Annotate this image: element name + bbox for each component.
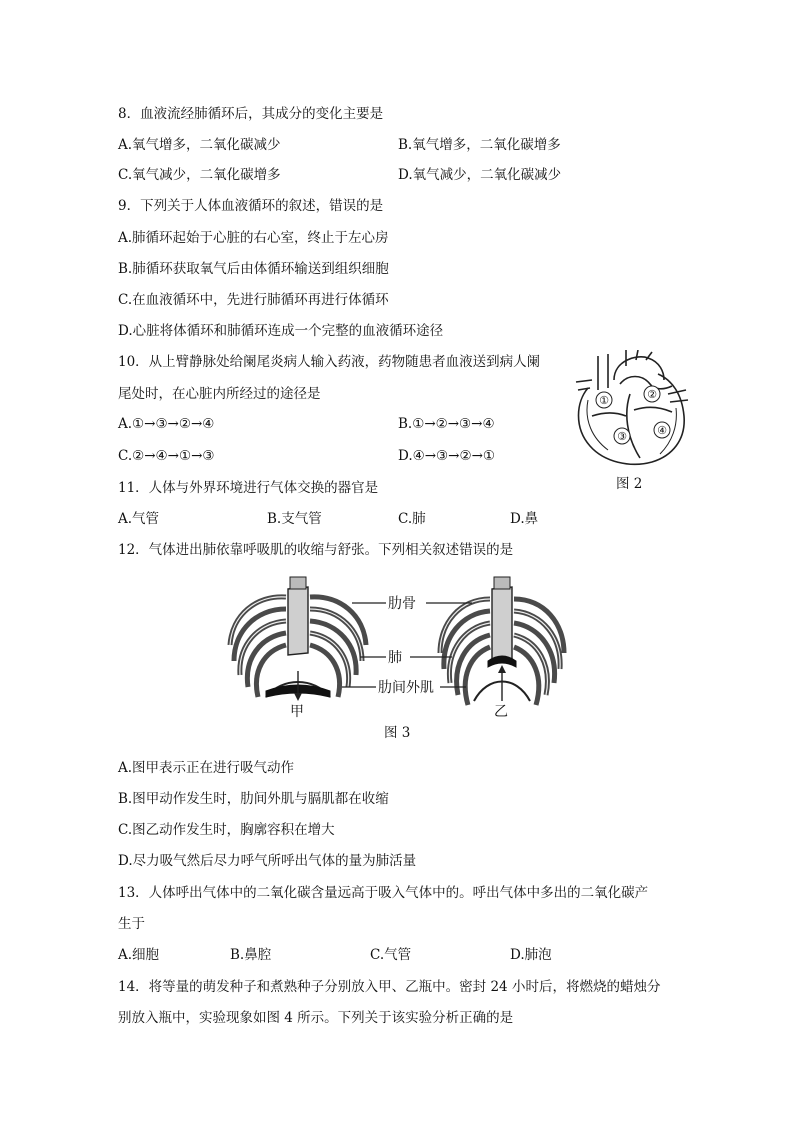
q12-option-c: C.图乙动作发生时，胸廓容积在增大	[118, 822, 335, 838]
q13-option-a: A.细胞	[118, 947, 160, 963]
marker-1-label: ①	[599, 394, 609, 407]
q14-stem-line1: 14．将等量的萌发种子和煮熟种子分别放入甲、乙瓶中。密封 24 小时后，将燃烧的蜡烛分	[118, 979, 661, 995]
q9-option-a: A.肺循环起始于心脏的右心室，终止于左心房	[118, 230, 389, 246]
q9-stem: 9．下列关于人体血液循环的叙述，错误的是	[118, 198, 384, 214]
q12-option-a: A.图甲表示正在进行吸气动作	[118, 760, 295, 776]
label-intercostal-muscle: 肋间外肌	[378, 680, 434, 696]
q9-option-b: B.肺循环获取氧气后由体循环输送到组织细胞	[118, 261, 389, 277]
sternum-yi	[492, 587, 512, 663]
figure3-caption: 图 3	[384, 725, 411, 741]
q11-option-c: C.肺	[398, 511, 426, 527]
spine-top-yi	[494, 577, 510, 589]
figure2-caption: 图 2	[616, 476, 643, 492]
q13-option-c: C.气管	[370, 947, 412, 963]
q12-stem: 12．气体进出肺依靠呼吸肌的收缩与舒张。下列相关叙述错误的是	[118, 542, 514, 558]
label-lung: 肺	[388, 650, 402, 666]
q8-option-c: C.氧气减少，二氧化碳增多	[118, 167, 281, 183]
q11-option-d: D.鼻	[510, 511, 539, 527]
label-jia: 甲	[290, 704, 304, 720]
q8-stem: 8．血液流经肺循环后，其成分的变化主要是	[118, 106, 384, 122]
label-yi: 乙	[494, 704, 508, 720]
q12-option-b: B.图甲动作发生时，肋间外肌与膈肌都在收缩	[118, 791, 389, 807]
q10-stem-line2: 尾处时，在心脏内所经过的途径是	[118, 386, 321, 402]
q10-stem-line1: 10．从上臂静脉处给阑尾炎病人输入药液，药物随患者血液送到病人阑	[118, 354, 541, 370]
marker-4-label: ④	[657, 424, 667, 437]
q9-option-d: D.心脏将体循环和肺循环连成一个完整的血液循环途径	[118, 323, 444, 339]
q13-stem-line2: 生于	[118, 916, 145, 932]
q8-option-d: D.氧气减少，二氧化碳减少	[398, 167, 562, 183]
q10-option-b: B.①→②→③→④	[398, 416, 495, 432]
marker-3-label: ③	[617, 430, 627, 443]
valves	[592, 407, 672, 416]
septum	[627, 394, 640, 458]
q10-option-d: D.④→③→②→①	[398, 448, 495, 464]
marker-2-label: ②	[647, 388, 657, 401]
q13-stem-line1: 13．人体呼出气体中的二氧化碳含量远高于吸入气体中的。呼出气体中多出的二氧化碳产	[118, 885, 649, 901]
ribcage-yi	[440, 577, 564, 705]
label-ribs: 肋骨	[388, 596, 416, 612]
q11-stem: 11．人体与外界环境进行气体交换的器官是	[118, 480, 379, 496]
q9-option-c: C.在血液循环中，先进行肺循环再进行体循环	[118, 292, 389, 308]
spine-top-jia	[290, 577, 306, 589]
q11-option-b: B.支气管	[267, 511, 322, 527]
heart-figure	[568, 350, 694, 470]
q13-option-d: D.肺泡	[510, 947, 552, 963]
q10-option-a: A.①→③→②→④	[118, 416, 215, 432]
q11-option-a: A.气管	[118, 511, 160, 527]
arch-branches	[626, 350, 652, 366]
q8-option-b: B.氧气增多，二氧化碳增多	[398, 137, 561, 153]
q12-option-d: D.尽力吸气然后尽力呼气所呼出气体的量为肺活量	[118, 853, 417, 869]
ribcage-jia	[230, 577, 366, 701]
sternum-jia	[288, 587, 308, 655]
q14-stem-line2: 别放入瓶中，实验现象如图 4 所示。下列关于该实验分析正确的是	[118, 1010, 514, 1026]
q10-option-c: C.②→④→①→③	[118, 448, 215, 464]
q13-option-b: B.鼻腔	[230, 947, 272, 963]
vena-cava	[598, 354, 608, 390]
q8-option-a: A.氧气增多，二氧化碳减少	[118, 137, 281, 153]
ribcage-figure	[226, 575, 570, 721]
